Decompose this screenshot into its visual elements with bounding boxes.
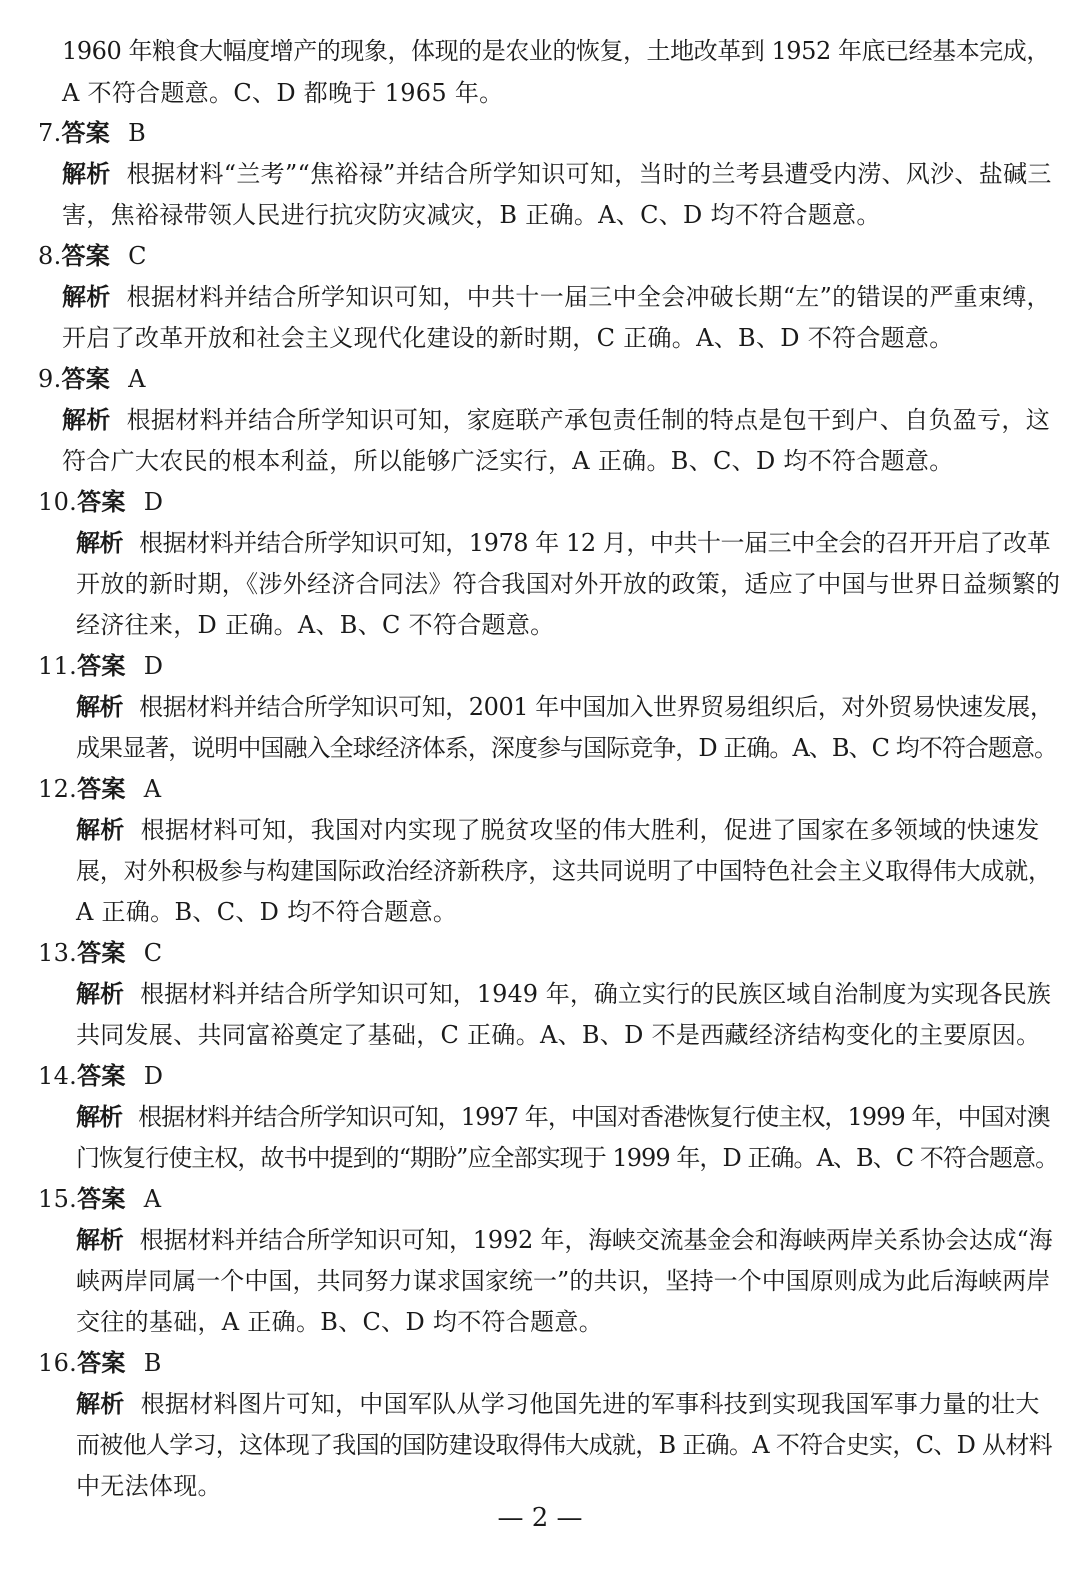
question-number: 12. bbox=[38, 775, 78, 803]
question-number: 13. bbox=[38, 939, 78, 967]
question-number: 7. bbox=[38, 119, 62, 147]
explanation-line: 解析 根据材料并结合所学知识可知，1978 年 12 月，中共十一届三中全会的召开开启了改革 bbox=[76, 528, 1051, 557]
explanation-line: 解析 根据材料并结合所学知识可知，家庭联产承包责任制的特点是包干到户、自负盈亏，这 bbox=[62, 405, 1051, 434]
answer-letter: B bbox=[128, 119, 147, 147]
question-number: 16. bbox=[38, 1349, 78, 1377]
answer-letter: D bbox=[143, 488, 164, 516]
explanation-label: 解析 bbox=[76, 1225, 124, 1254]
explanation-line: 成果显著，说明中国融入全球经济体系，深度参与国际竞争，D 正确。A、B、C 均不符合题意。 bbox=[76, 734, 1058, 762]
answer-label: 答案 bbox=[77, 1061, 126, 1090]
answer-label: 答案 bbox=[77, 938, 126, 967]
explanation-line: 解析 根据材料并结合所学知识可知，2001 年中国加入世界贸易组织后，对外贸易快速发展， bbox=[76, 692, 1054, 721]
answer-letter: A bbox=[128, 365, 146, 393]
explanation-label: 解析 bbox=[76, 1102, 123, 1131]
answer-label: 答案 bbox=[61, 118, 111, 147]
explanation-line: 共同发展、共同富裕奠定了基础，C 正确。A、B、D 不是西藏经济结构变化的主要原因。 bbox=[76, 1021, 1041, 1049]
answer-label: 答案 bbox=[77, 1184, 126, 1213]
question-number: 14. bbox=[38, 1062, 78, 1090]
answer-letter: B bbox=[143, 1349, 162, 1377]
explanation-label: 解析 bbox=[62, 159, 111, 188]
answer-letter: C bbox=[128, 242, 147, 270]
question-number: 11. bbox=[38, 652, 78, 680]
answer-letter: C bbox=[143, 939, 163, 967]
question-number: 15. bbox=[38, 1185, 78, 1213]
explanation-line: 解析 根据材料并结合所学知识可知，1997 年，中国对香港恢复行使主权，1999 年，中国对澳 bbox=[76, 1102, 1050, 1131]
explanation-line: 而被他人学习，这体现了我国的国防建设取得伟大成就，B 正确。A 不符合史实，C、D 从材料 bbox=[76, 1431, 1052, 1459]
answer-label: 答案 bbox=[77, 1348, 126, 1377]
answer-line-13 bbox=[38, 938, 162, 968]
explanation-label: 解析 bbox=[76, 979, 125, 1008]
explanation-line: 解析 根据材料并结合所学知识可知，中共十一届三中全会冲破长期“左”的错误的严重束缚， bbox=[62, 282, 1051, 311]
answer-letter: A bbox=[143, 1185, 162, 1213]
explanation-line: 门恢复行使主权，故书中提到的“期盼”应全部实现于 1999 年，D 正确。A、B、C 不符合题意。 bbox=[76, 1144, 1059, 1172]
question-number: 10. bbox=[38, 488, 78, 516]
explanation-line: 解析 根据材料“兰考”“焦裕禄”并结合所学知识可知，当时的兰考县遭受内涝、风沙、盐碱三 bbox=[62, 159, 1052, 188]
answer-line-12 bbox=[38, 774, 161, 804]
page-number: — 2 — bbox=[497, 1503, 583, 1533]
intro-line-2: A 不符合题意。C、D 都晚于 1965 年。 bbox=[62, 79, 504, 107]
answer-label: 答案 bbox=[77, 487, 126, 516]
intro-line-1: 1960 年粮食大幅度增产的现象，体现的是农业的恢复，土地改革到 1952 年底已经基本完成， bbox=[62, 37, 1050, 65]
answer-line-16 bbox=[38, 1348, 162, 1378]
explanation-line: 害，焦裕禄带领人民进行抗灾防灾减灾，B 正确。A、C、D 均不符合题意。 bbox=[62, 201, 881, 229]
answer-line-7 bbox=[38, 118, 146, 148]
answer-letter: A bbox=[143, 775, 162, 803]
answer-line-15 bbox=[38, 1184, 161, 1214]
answer-line-11 bbox=[38, 651, 163, 681]
explanation-label: 解析 bbox=[76, 528, 124, 557]
explanation-label: 解析 bbox=[62, 405, 111, 434]
explanation-line: 中无法体现。 bbox=[76, 1472, 222, 1500]
answer-label: 答案 bbox=[77, 774, 126, 803]
answer-line-8 bbox=[38, 241, 147, 271]
answer-label: 答案 bbox=[61, 241, 111, 270]
explanation-label: 解析 bbox=[76, 815, 125, 844]
explanation-line: 符合广大农民的根本利益，所以能够广泛实行，A 正确。B、C、D 均不符合题意。 bbox=[62, 447, 954, 475]
explanation-label: 解析 bbox=[62, 282, 111, 311]
answer-letter: D bbox=[143, 652, 164, 680]
explanation-label: 解析 bbox=[76, 692, 124, 721]
explanation-line: 解析 根据材料并结合所学知识可知，1992 年，海峡交流基金会和海峡两岸关系协会达成“海 bbox=[76, 1225, 1053, 1254]
explanation-line: A 正确。B、C、D 均不符合题意。 bbox=[76, 898, 458, 926]
explanation-line: 经济往来，D 正确。A、B、C 不符合题意。 bbox=[76, 611, 555, 639]
explanation-line: 交往的基础，A 正确。B、C、D 均不符合题意。 bbox=[76, 1308, 604, 1336]
explanation-line: 解析 根据材料可知，我国对内实现了脱贫攻坚的伟大胜利，促进了国家在多领域的快速发 bbox=[76, 815, 1040, 844]
explanation-line: 开放的新时期，《涉外经济合同法》符合我国对外开放的政策，适应了中国与世界日益频繁的 bbox=[76, 570, 1061, 598]
answer-label: 答案 bbox=[61, 364, 111, 393]
explanation-line: 解析 根据材料图片可知，中国军队从学习他国先进的军事科技到实现我国军事力量的壮大 bbox=[76, 1389, 1040, 1418]
explanation-line: 开启了改革开放和社会主义现代化建设的新时期，C 正确。A、B、D 不符合题意。 bbox=[62, 324, 954, 352]
answer-letter: D bbox=[143, 1062, 164, 1090]
question-number: 8. bbox=[38, 242, 62, 270]
question-number: 9. bbox=[38, 365, 62, 393]
explanation-line: 展，对外积极参与构建国际政治经济新秩序，这共同说明了中国特色社会主义取得伟大成就， bbox=[76, 857, 1052, 885]
answer-label: 答案 bbox=[77, 651, 126, 680]
answer-line-14 bbox=[38, 1061, 163, 1091]
explanation-label: 解析 bbox=[76, 1389, 125, 1418]
explanation-line: 解析 根据材料并结合所学知识可知，1949 年，确立实行的民族区域自治制度为实现各民族 bbox=[76, 979, 1051, 1008]
explanation-line: 峡两岸同属一个中国，共同努力谋求国家统一”的共识，坚持一个中国原则成为此后海峡两岸 bbox=[76, 1267, 1051, 1295]
answer-line-9 bbox=[38, 364, 146, 394]
answer-line-10 bbox=[38, 487, 163, 517]
